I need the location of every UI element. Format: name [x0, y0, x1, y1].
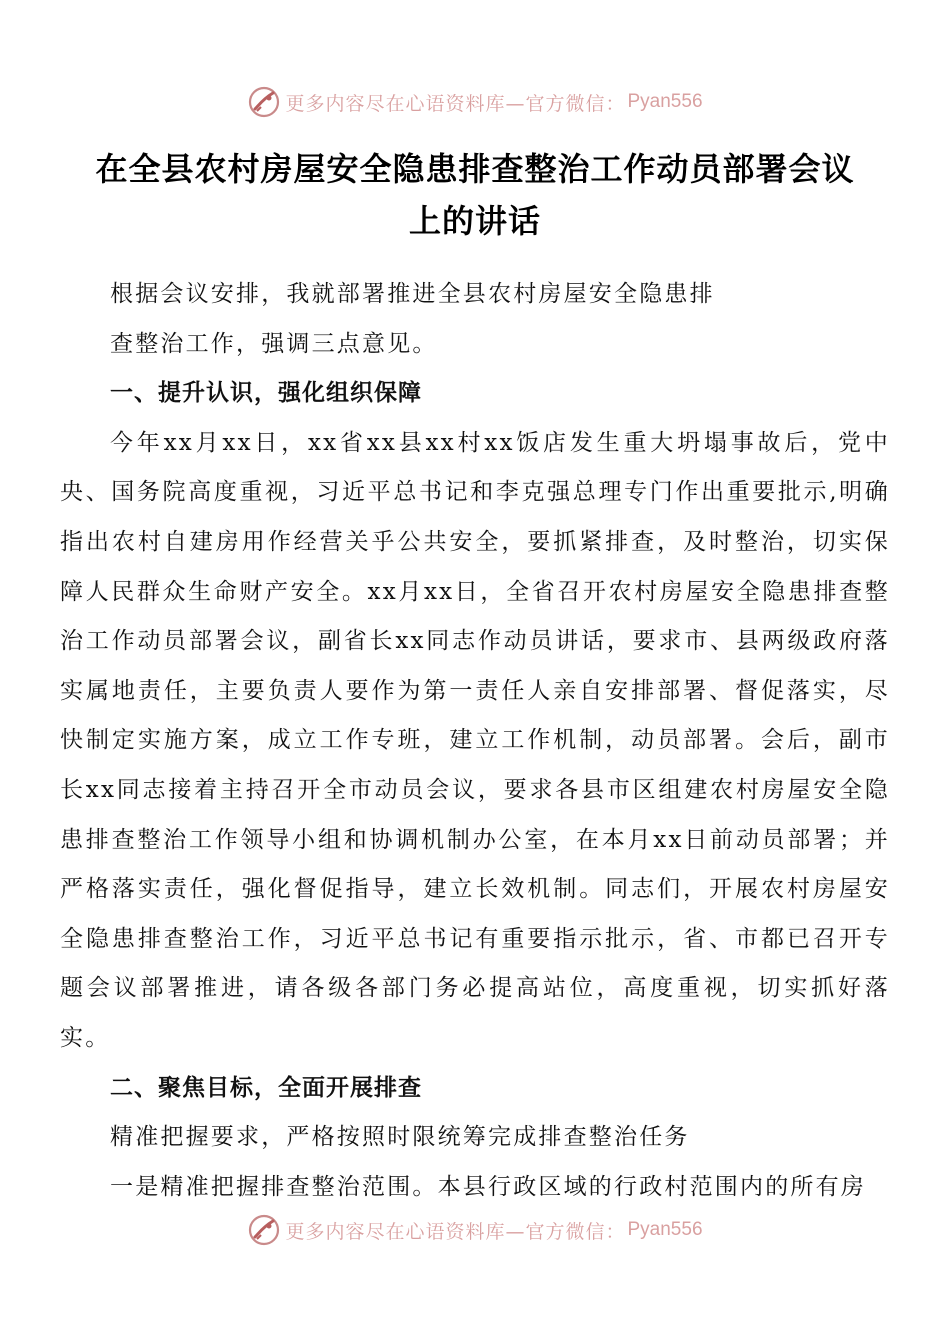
section-2-line-2: 一是精准把握排查整治范围。本县行政区域的行政村范围内的所有房	[110, 1173, 866, 1200]
title-line-2: 上的讲话	[408, 202, 541, 240]
pen-logo-icon	[247, 1213, 281, 1247]
section-1-heading: 一、提升认识，强化组织保障	[110, 380, 422, 407]
watermark-text: 更多内容尽在心语资料库—官方微信：	[285, 92, 626, 115]
document-title	[40, 143, 910, 247]
document-body	[60, 270, 890, 1212]
intro-line-1: 根据会议安排，我就部署推进全县农村房屋安全隐患排	[110, 281, 715, 307]
watermark-text: 更多内容尽在心语资料库—官方微信：	[285, 1220, 626, 1243]
section-2-line-1: 精准把握要求，严格按照时限统筹完成排查整治任务	[110, 1124, 690, 1151]
watermark-wechat-id: Pyan556	[627, 1219, 703, 1240]
intro-line-2: 查整治工作，强调三点意见。	[110, 330, 438, 357]
watermark-header	[0, 82, 950, 122]
section-2-heading: 二、聚焦目标，全面开展排查	[110, 1074, 422, 1101]
title-line-1: 在全县农村房屋安全隐患排查整治工作动员部署会议	[95, 150, 855, 188]
watermark-footer	[0, 1210, 950, 1250]
watermark-wechat-id: Pyan556	[627, 91, 703, 112]
section-1-paragraph: 今年xx月xx日，xx省xx县xx村xx饭店发生重大坍塌事故后，党中央、国务院高度重视，习近平总书记和李克强总理专门作出重要批示,明确指出农村自建房用作经营关乎公共安全，要抓紧排查，及时整治，切实保障人民群众生命财产安全。xx月xx日，全省召开农村房屋安全隐患排查整治工作动员部署会议，副省长xx同志作动员讲话，要求市、县两级政府落实属地责任，主要负责人要作为第一责任人亲自安排部署、督促落实，尽快制定实施方案，成立工作专班，建立工作机制，动员部署。会后，副市长xx同志接着主持召开全市动员会议，要求各县市区组建农村房屋安全隐患排查整治工作领导小组和协调机制办公室，在本月xx日前动员部署；并严格落实责任，强化督促指导，建立长效机制。同志们，开展农村房屋安全隐患排查整治工作，习近平总书记有重要指示批示，省、市都已召开专题会议部署推进，请各级各部门务必提高站位，高度重视，切实抓好落实。	[60, 429, 890, 1051]
pen-logo-icon	[247, 85, 281, 119]
